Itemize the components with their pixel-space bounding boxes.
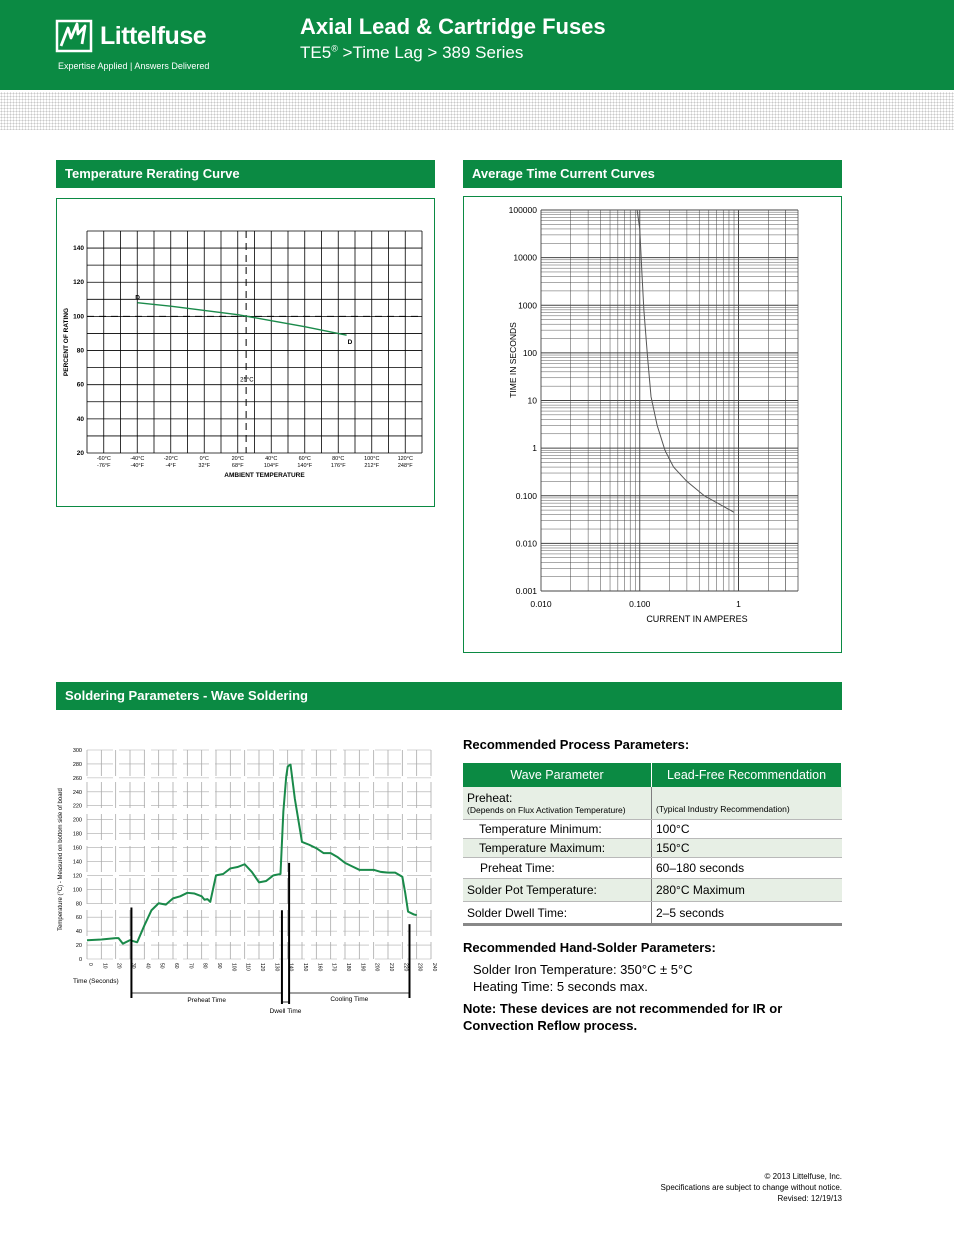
- y-tick-label: 0.010: [515, 538, 537, 549]
- x-tick-label: 180: [345, 963, 351, 972]
- x-tick-label-c: -60°C: [96, 456, 111, 462]
- x-tick-label-c: 100°C: [364, 456, 380, 462]
- hand-solder-iron-temp: Solder Iron Temperature: 350°C ± 5°C: [473, 962, 693, 977]
- x-tick-label-f: -76°F: [96, 463, 111, 469]
- x-tick-label: 150: [302, 963, 308, 972]
- brand-tagline: Expertise Applied | Answers Delivered: [58, 61, 210, 71]
- x-tick-label: 40: [144, 963, 151, 969]
- y-tick-label: 40: [76, 415, 84, 423]
- x-tick-label-c: -40°C: [130, 456, 145, 462]
- y-tick-label: 60: [76, 381, 84, 389]
- reflow-note: Note: These devices are not recommended for IR or Convection Reflow process.: [463, 1001, 783, 1033]
- x-tick-label: 0.100: [629, 599, 651, 609]
- y-tick-label: 0.001: [515, 586, 537, 596]
- rerating-curve: [137, 303, 346, 335]
- page-title: Axial Lead & Cartridge Fuses: [300, 14, 606, 39]
- x-tick-label-c: 40°C: [265, 456, 278, 462]
- preheat-note: (Depends on Flux Activation Temperature): [467, 805, 626, 815]
- dwell-time-label: Dwell Time: [269, 1008, 302, 1015]
- process-params-table: [463, 763, 842, 926]
- x-tick-label: 50: [158, 963, 165, 969]
- preheat-typical-note: (Typical Industry Recommendation): [656, 804, 790, 814]
- table-row: [463, 839, 842, 858]
- x-tick-label: 200: [373, 963, 380, 972]
- x-tick-label: 170: [330, 963, 337, 972]
- x-tick-label-c: 80°C: [332, 456, 345, 462]
- x-axis-label: Time (Seconds): [73, 978, 119, 985]
- x-tick-label: 100: [230, 963, 237, 972]
- col-header-parameter: Wave Parameter: [463, 763, 652, 787]
- y-tick-label: 160: [72, 845, 82, 852]
- cooling-time-label: Cooling Time: [330, 996, 369, 1003]
- y-tick-label: 100: [72, 887, 82, 894]
- x-tick-label: 190: [359, 963, 366, 972]
- hand-solder-title: Recommended Hand-Solder Parameters:: [463, 940, 716, 955]
- x-tick-label: 30: [130, 963, 136, 969]
- subtitle-prefix: TE5: [300, 43, 332, 62]
- table-header-row: [463, 763, 842, 787]
- y-tick-label: 1: [532, 443, 537, 454]
- table-row: [463, 858, 842, 879]
- x-tick-label-c: 60°C: [298, 456, 311, 462]
- x-tick-label: 10: [101, 963, 108, 969]
- x-tick-label: 210: [388, 963, 394, 972]
- x-tick-label: 130: [273, 963, 280, 972]
- y-tick-label: 40: [75, 929, 82, 936]
- subtitle-rest: >Time Lag > 389 Series: [337, 43, 524, 62]
- table-cell: 60–180 seconds: [652, 858, 842, 879]
- col-header-recommendation: Lead-Free Recommendation: [652, 763, 842, 787]
- x-tick-label-f: 140°F: [297, 463, 313, 469]
- x-tick-label-c: -20°C: [163, 456, 178, 462]
- x-tick-label-f: 104°F: [263, 463, 279, 469]
- littelfuse-logo: [56, 20, 210, 71]
- brand-name: Littelfuse: [100, 22, 207, 50]
- y-tick-label: 1000: [518, 300, 537, 311]
- y-tick-label: 80: [76, 347, 84, 355]
- y-tick-label: 280: [72, 761, 82, 768]
- y-tick-label: 100: [522, 347, 537, 358]
- y-tick-label: 20: [76, 450, 84, 457]
- x-tick-label-f: -4°F: [165, 463, 176, 469]
- tcc-chart-frame: [463, 196, 842, 653]
- y-tick-label: 180: [72, 831, 82, 838]
- soldering-profile-curve: [87, 765, 417, 944]
- y-tick-label: 240: [72, 789, 82, 796]
- table-cell: Preheat Time:: [463, 858, 652, 879]
- registered-mark: ®: [331, 43, 338, 54]
- table-row: [463, 820, 842, 839]
- x-tick-label: 0: [87, 963, 93, 966]
- x-tick-label-f: 68°F: [231, 463, 244, 469]
- x-tick-label: 60: [173, 963, 179, 969]
- table-cell: 280°C Maximum: [652, 879, 842, 902]
- table-cell: Solder Pot Temperature:: [463, 879, 652, 902]
- table-cell: [652, 787, 842, 820]
- y-axis-label: PERCENT OF RATING: [63, 307, 70, 377]
- x-tick-label: 20: [115, 963, 122, 969]
- process-params-title: Recommended Process Parameters:: [463, 737, 690, 752]
- x-tick-label: 1: [736, 599, 741, 609]
- x-tick-label: 0.010: [530, 599, 552, 609]
- table-cell: 100°C: [652, 820, 842, 839]
- reference-label-25c: 25°C: [240, 377, 254, 384]
- y-tick-label: 20: [75, 943, 82, 950]
- revision-text: Revised: 12/19/13: [777, 1194, 842, 1203]
- y-axis-label: TIME IN SECONDS: [508, 322, 518, 398]
- point-label-d: D: [135, 294, 140, 302]
- x-tick-label-c: 120°C: [397, 456, 413, 462]
- y-tick-label: 140: [73, 245, 84, 253]
- page-subtitle: [300, 43, 523, 63]
- rerating-chart: [57, 199, 434, 506]
- x-axis-label: AMBIENT TEMPERATURE: [224, 472, 305, 479]
- preheat-time-label: Preheat Time: [187, 997, 227, 1004]
- x-tick-label: 160: [316, 963, 323, 972]
- y-tick-label: 140: [72, 859, 82, 866]
- section-title-tcc: Average Time Current Curves: [463, 160, 842, 188]
- x-tick-label: 230: [416, 963, 423, 972]
- x-tick-label-c: 0°C: [199, 456, 209, 462]
- section-title-soldering: Soldering Parameters - Wave Soldering: [56, 682, 842, 710]
- x-tick-label-f: 212°F: [364, 463, 380, 469]
- x-tick-label-f: 176°F: [330, 463, 346, 469]
- y-tick-label: 80: [75, 901, 82, 908]
- x-tick-label: 240: [431, 963, 437, 972]
- y-tick-label: 10000: [513, 252, 537, 263]
- table-cell: Solder Dwell Time:: [463, 902, 652, 925]
- section-title-rerating: Temperature Rerating Curve: [56, 160, 435, 188]
- y-tick-label: 120: [73, 279, 84, 287]
- y-tick-label: 260: [72, 775, 82, 782]
- copyright-text: © 2013 Littelfuse, Inc.: [764, 1172, 842, 1181]
- rerating-chart-frame: [56, 198, 435, 507]
- tcc-chart: [464, 197, 841, 652]
- y-tick-label: 300: [72, 748, 82, 754]
- table-cell: [463, 787, 652, 820]
- x-axis-label: CURRENT IN AMPERES: [646, 614, 748, 624]
- x-tick-label: 220: [402, 963, 409, 972]
- page-footer: [661, 1171, 842, 1204]
- y-tick-label: 100: [73, 313, 84, 321]
- table-cell: 2–5 seconds: [652, 902, 842, 925]
- y-tick-label: 0.100: [515, 490, 537, 501]
- table-row: [463, 879, 842, 902]
- preheat-label: Preheat:: [467, 791, 513, 805]
- y-tick-label: 60: [75, 915, 82, 922]
- y-tick-label: 0: [78, 957, 82, 963]
- table-row: [463, 787, 842, 820]
- table-row: [463, 902, 842, 925]
- y-tick-label: 120: [72, 873, 82, 880]
- y-tick-label: 220: [72, 803, 82, 810]
- y-tick-label: 100000: [508, 205, 537, 215]
- x-tick-label-f: -40°F: [130, 463, 145, 469]
- table-cell: Temperature Maximum:: [463, 839, 652, 858]
- x-tick-label: 120: [259, 963, 265, 972]
- point-label-d: D: [347, 339, 353, 347]
- x-tick-label-c: 20°C: [231, 456, 244, 462]
- disclaimer-text: Specifications are subject to change without notice.: [660, 1183, 842, 1192]
- table-cell: Temperature Minimum:: [463, 820, 652, 839]
- littelfuse-logo-icon: [56, 20, 96, 56]
- x-tick-label: 110: [244, 963, 251, 971]
- y-tick-label: 10: [527, 395, 537, 406]
- x-tick-label: 140: [287, 963, 294, 972]
- x-tick-label: 80: [201, 963, 208, 969]
- x-tick-label: 90: [216, 963, 222, 969]
- hand-solder-heating-time: Heating Time: 5 seconds max.: [473, 979, 648, 994]
- page-header: [0, 0, 954, 90]
- y-tick-label: 200: [72, 817, 82, 824]
- y-axis-label: Temperature (°C) - Measured on bottom side of board: [58, 788, 64, 931]
- dot-pattern-band: [0, 92, 954, 130]
- x-tick-label-f: 32°F: [198, 463, 211, 469]
- x-tick-label: 70: [187, 963, 194, 969]
- x-tick-label-f: 248°F: [397, 463, 413, 469]
- soldering-chart: [56, 740, 436, 1020]
- table-cell: 150°C: [652, 839, 842, 858]
